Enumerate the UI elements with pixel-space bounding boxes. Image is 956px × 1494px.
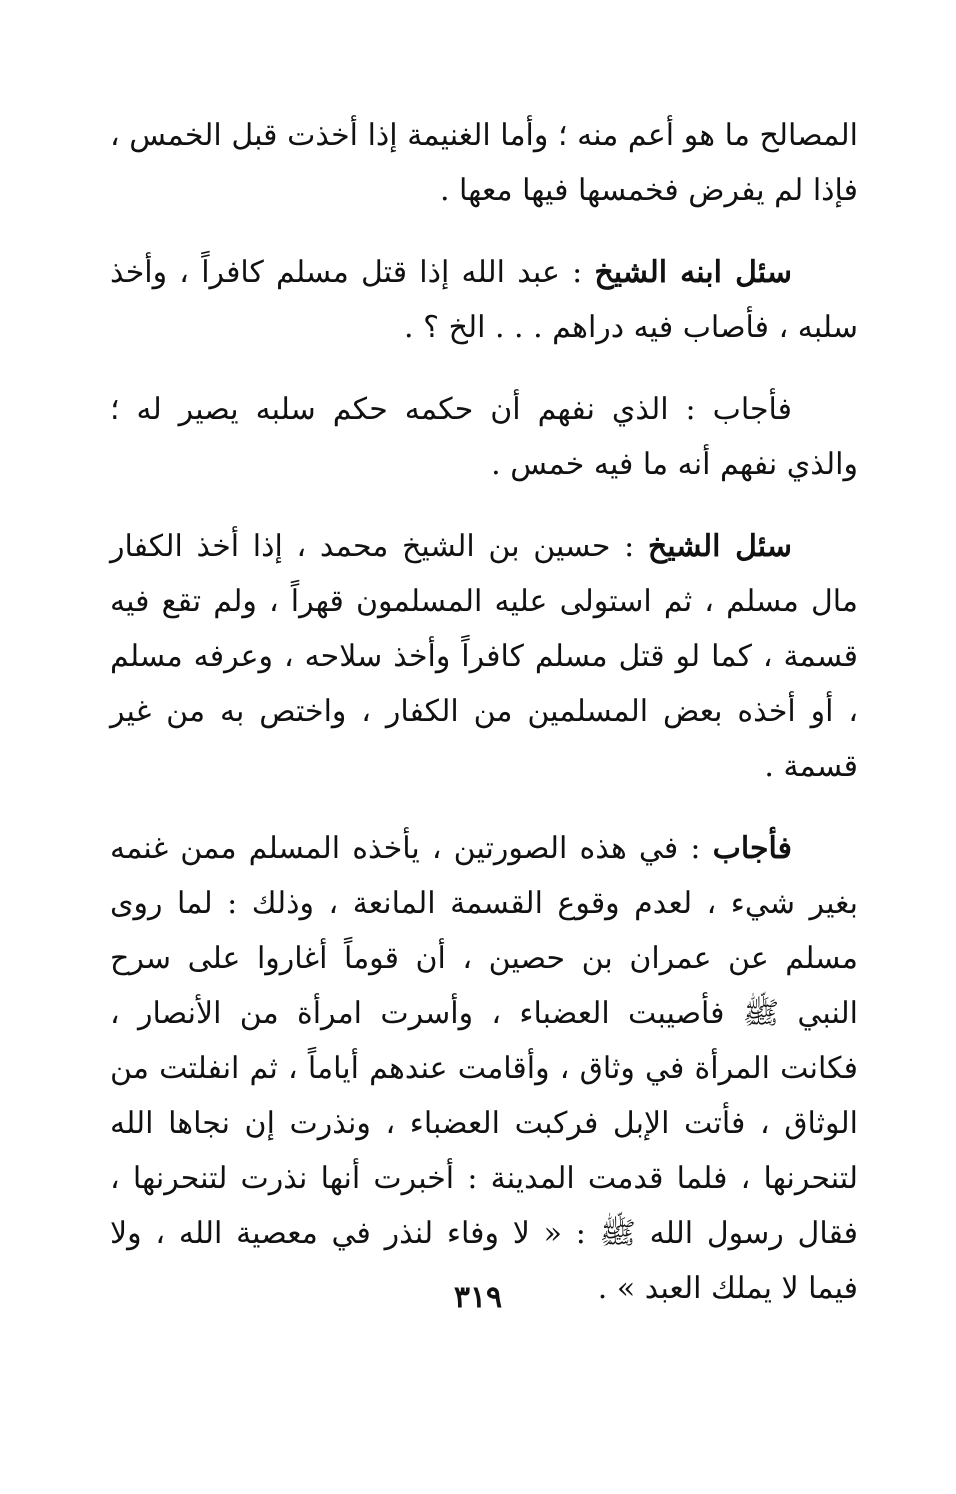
page-body bbox=[110, 108, 858, 1343]
paragraph-lead: سئل ابنه الشيخ bbox=[594, 255, 792, 290]
page-number: ٣١٩ bbox=[453, 1280, 503, 1315]
paragraph-4 bbox=[110, 519, 858, 794]
paragraph-text: المصالح ما هو أعم منه ؛ وأما الغنيمة إذا أخذت قبل الخمس ، فإذا لم يفرض فخمسها فيها معها . bbox=[110, 118, 858, 208]
paragraph-text: : عبد الله إذا قتل مسلم كافراً ، وأخذ سلبه ، فأصاب فيه دراهم . . . الخ ؟ . bbox=[110, 255, 858, 345]
paragraph-text: : حسين بن الشيخ محمد ، إذا أخذ الكفار مال مسلم ، ثم استولى عليه المسلمون قهراً ، ولم تقع فيه قسمة ، كما لو قتل مسلم كافراً وأخذ سلاحه ، وعرفه مسلم ، أو أخذه بعض المسلمين من الكفار ، واختص به من غير قسمة . bbox=[110, 529, 858, 784]
paragraph-3 bbox=[110, 382, 858, 492]
paragraph-1 bbox=[110, 108, 858, 218]
paragraph-text: : في هذه الصورتين ، يأخذه المسلم ممن غنمه بغير شيء ، لعدم وقوع القسمة المانعة ، وذلك : لما روى مسلم عن عمران بن حصين ، أن قوماً أغاروا على سرح النبي ﷺ فأصيبت العضباء ، وأسرت امرأة من الأنصار ، فكانت المرأة في وثاق ، وأقامت عندهم أياماً ، ثم انفلتت من الوثاق ، فأتت الإبل فركبت العضباء ، ونذرت إن نجاها الله لتنحرنها ، فلما قدمت المدينة : أخبرت أنها نذرت لتنحرنها ، فقال رسول الله ﷺ : « لا وفاء لنذر في معصية الله ، ولا فيما لا يملك العبد » . bbox=[110, 831, 859, 1306]
paragraph-5 bbox=[110, 821, 858, 1316]
paragraph-2 bbox=[110, 245, 858, 355]
paragraph-lead: فأجاب bbox=[712, 831, 792, 866]
paragraph-lead: سئل الشيخ bbox=[647, 529, 792, 564]
paragraph-text: فأجاب : الذي نفهم أن حكمه حكم سلبه يصير له ؛ والذي نفهم أنه ما فيه خمس . bbox=[110, 392, 858, 482]
